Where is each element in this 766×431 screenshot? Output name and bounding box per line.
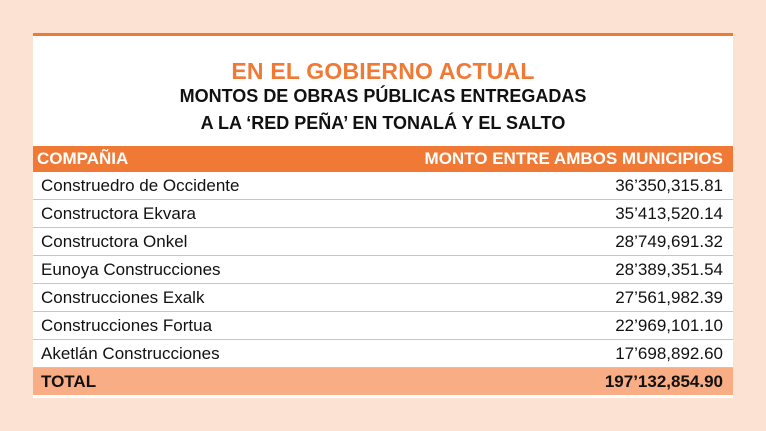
table-header [33,146,733,172]
headline-sub-2: A LA ‘RED PEÑA’ EN TONALÁ Y EL SALTO [200,113,566,133]
table-row [33,284,733,312]
company-name: Aketlán Construcciones [41,343,220,363]
total-label: TOTAL [41,371,97,391]
table-row [33,228,733,256]
headline-main: EN EL GOBIERNO ACTUAL [231,58,535,84]
table-row [33,340,733,368]
company-amount: 27’561,982.39 [615,287,723,307]
header-amount: MONTO ENTRE AMBOS MUNICIPIOS [424,149,723,168]
table-row [33,312,733,340]
company-amount: 28’389,351.54 [615,259,723,279]
company-name: Construedro de Occidente [41,175,240,195]
header-company: COMPAÑIA [37,149,129,168]
total-row [33,368,733,395]
infographic-card [33,33,733,398]
total-amount: 197’132,854.90 [604,371,723,391]
company-amount: 36’350,315.81 [615,175,723,195]
company-amount: 28’749,691.32 [615,231,723,251]
company-name: Constructora Onkel [41,231,188,251]
table-row [33,256,733,284]
company-amount: 35’413,520.14 [615,203,723,223]
company-amount: 22’969,101.10 [615,315,723,335]
company-name: Constructora Ekvara [41,203,196,223]
headline-sub-1: MONTOS DE OBRAS PÚBLICAS ENTREGADAS [179,86,587,106]
company-name: Construcciones Fortua [41,315,213,335]
top-rule [33,33,733,36]
table-row [33,172,733,200]
company-amount: 17’698,892.60 [615,343,723,363]
amounts-table [33,146,733,395]
company-name: Eunoya Construcciones [41,259,221,279]
table-row [33,200,733,228]
company-name: Construcciones Exalk [41,287,205,307]
